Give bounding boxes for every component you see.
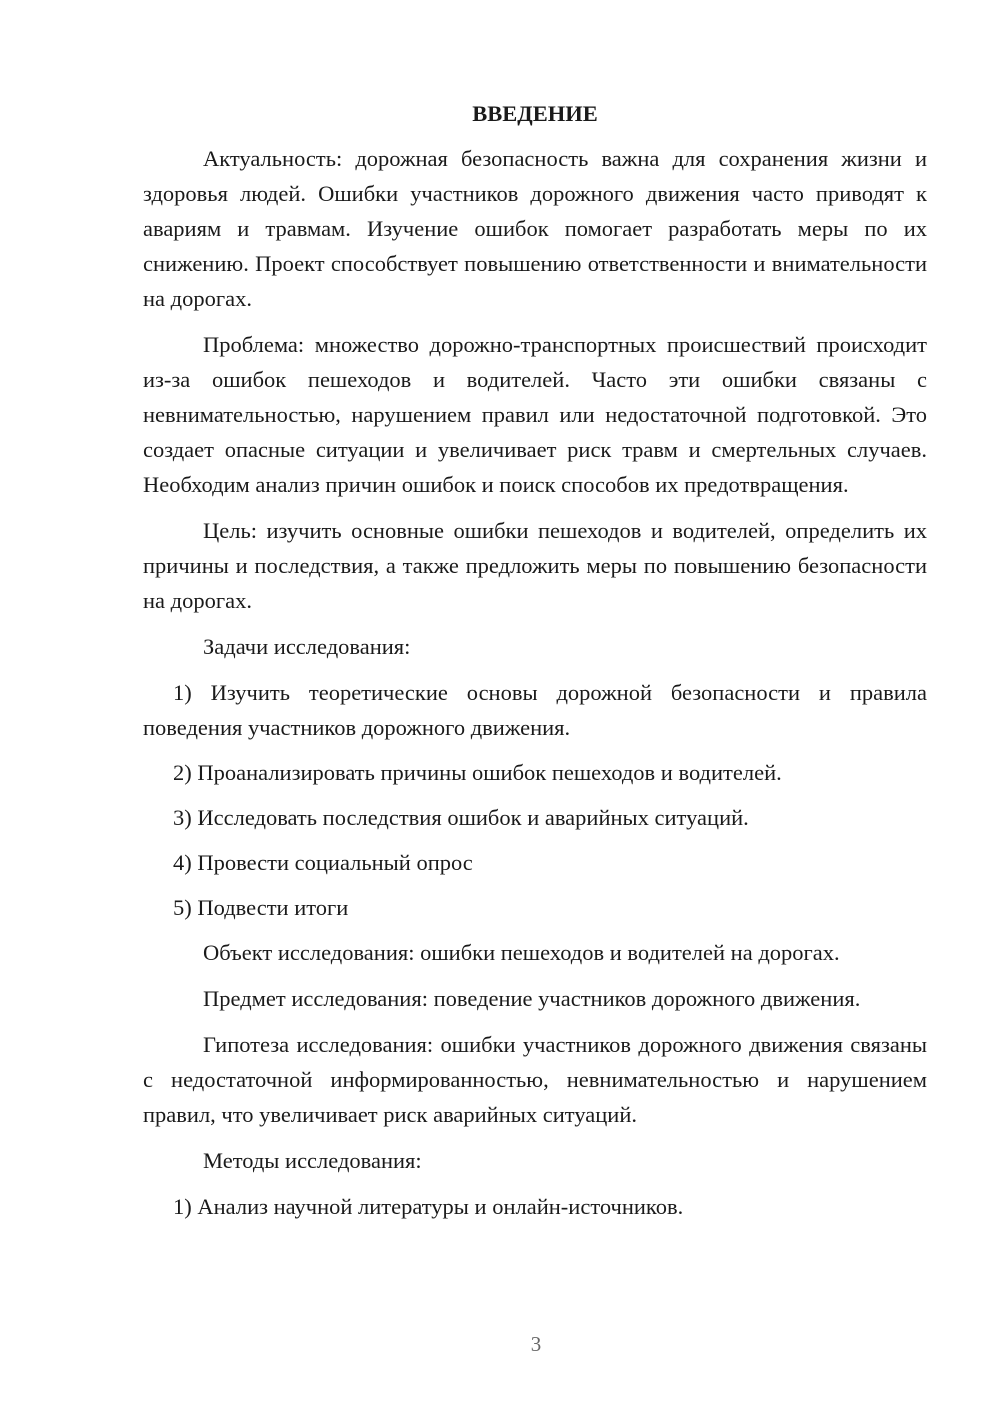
section-title: ВВЕДЕНИЕ — [472, 101, 598, 126]
methods-heading: Методы исследования: — [203, 1148, 422, 1173]
task-item-1: 1) Изучить теоретические основы дорожной безопасности и правила поведения участников дорожного движения. — [143, 680, 927, 740]
problem-paragraph: Проблема: множество дорожно-транспортных происшествий происходит из-за ошибок пешеходов и водителей. Часто эти ошибки связаны с невнимательностью, нарушением правил или недостаточной подготовкой. Это создает опасные ситуации и увеличивает риск травм и смертельных случаев. Необходим анализ причин ошибок и поиск способов их предотвращения. — [143, 332, 927, 497]
object-paragraph: Объект исследования: ошибки пешеходов и водителей на дорогах. — [203, 940, 840, 965]
goal-paragraph: Цель: изучить основные ошибки пешеходов и водителей, определить их причины и последствия, а также предложить меры по повышению безопасности на дорогах. — [143, 518, 927, 613]
actuality-paragraph: Актуальность: дорожная безопасность важна для сохранения жизни и здоровья людей. Ошибки участников дорожного движения часто приводят к авариям и травмам. Изучение ошибок помогает разработать меры по их снижению. Проект способствует повышению ответственности и внимательности на дорогах. — [143, 146, 927, 311]
task-item-2: 2) Проанализировать причины ошибок пешеходов и водителей. — [173, 760, 782, 785]
task-item-3: 3) Исследовать последствия ошибок и аварийных ситуаций. — [173, 805, 749, 830]
tasks-heading: Задачи исследования: — [203, 634, 411, 659]
hypothesis-paragraph: Гипотеза исследования: ошибки участников дорожного движения связаны с недостаточной информированностью, невнимательностью и нарушением правил, что увеличивает риск аварийных ситуаций. — [143, 1032, 927, 1127]
subject-paragraph: Предмет исследования: поведение участников дорожного движения. — [203, 986, 861, 1011]
method-item-1: 1) Анализ научной литературы и онлайн-источников. — [173, 1194, 684, 1219]
document-page — [143, 96, 927, 1234]
page-number: 3 — [530, 1332, 542, 1356]
task-item-5: 5) Подвести итоги — [173, 895, 349, 920]
task-item-4: 4) Провести социальный опрос — [173, 850, 473, 875]
